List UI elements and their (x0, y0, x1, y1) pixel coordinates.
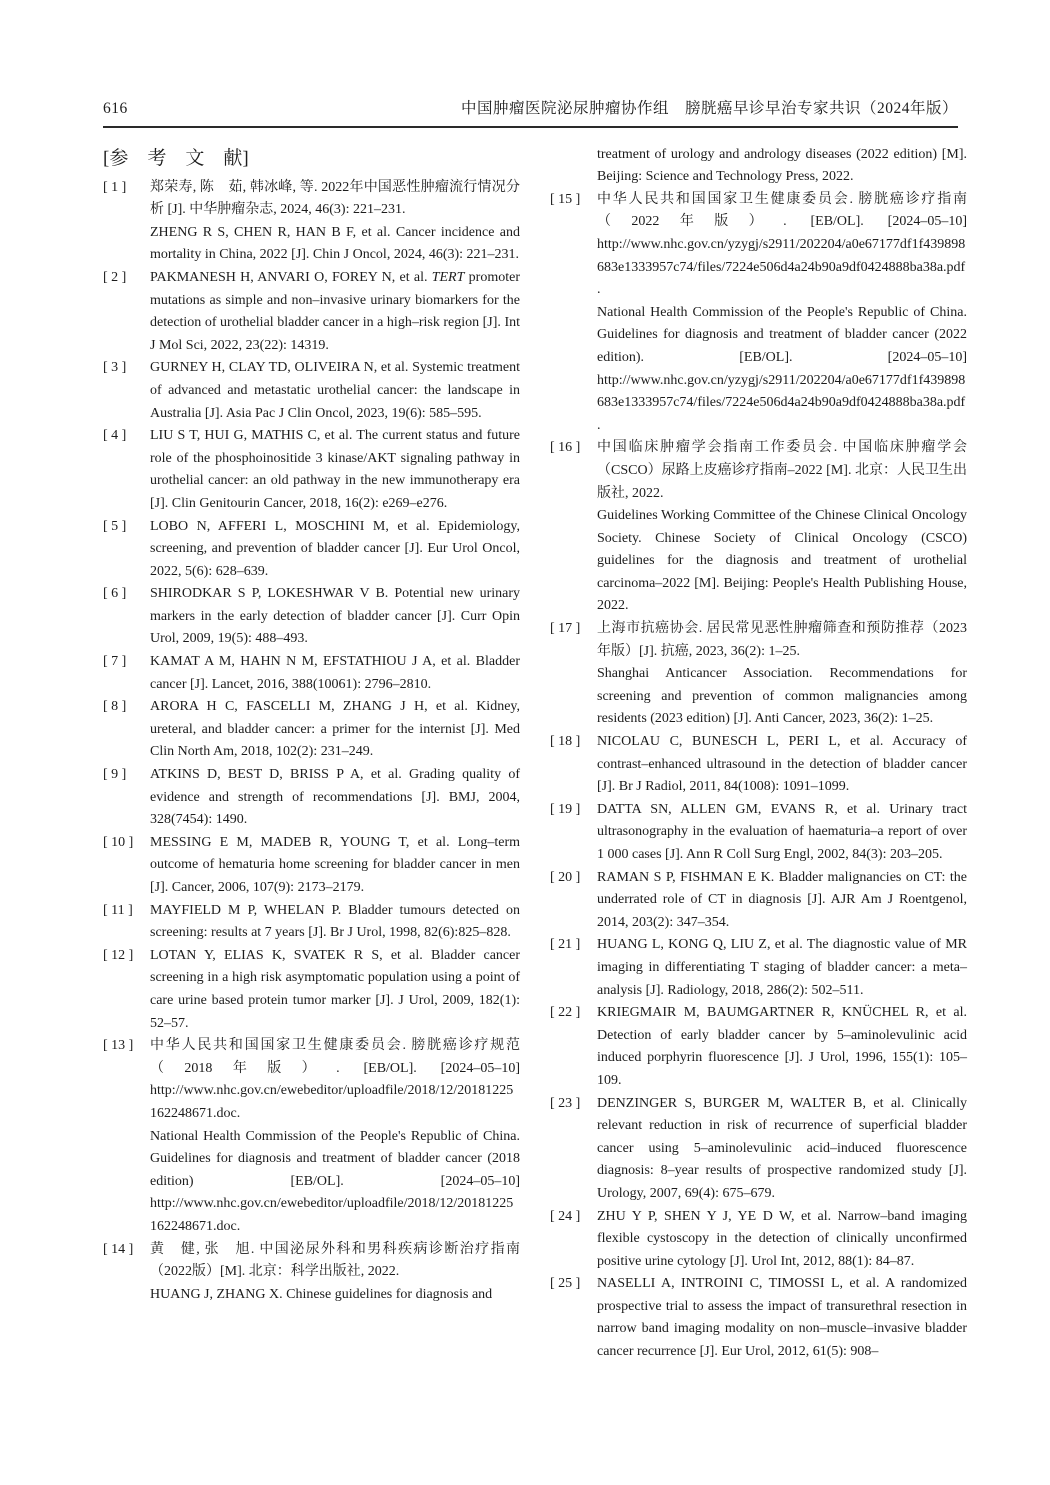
reference-item (103, 267, 520, 357)
reference-text: DATTA SN, ALLEN GM, EVANS R, et al. Urinary tract ultrasonography in the evaluation of haematuria–a report of over 1 000 cases [J]. Ann R Coll Surg Engl, 2002, 84(3): 203–205. (597, 801, 967, 862)
reference-body (597, 144, 967, 189)
references-columns (103, 144, 967, 1364)
reference-number: [ 24 ] (550, 1208, 581, 1224)
reference-item (103, 945, 520, 1035)
reference-body (597, 618, 967, 731)
reference-body (150, 1035, 520, 1238)
reference-number: [ 13 ] (103, 1038, 134, 1054)
reference-body (150, 267, 520, 357)
reference-item (550, 144, 967, 189)
reference-number: [ 4 ] (103, 428, 127, 444)
reference-body (150, 945, 520, 1035)
reference-text: LIU S T, HUI G, MATHIS C, et al. The current status and future role of the phosphoinositide 3 kinase/AKT signaling pathway in urothelial cancer: an old pathway in the new immunotherapy era [J]. Clin Genitourin Cancer, 2018, 16(2): e269–e276. (150, 428, 520, 511)
reference-body (150, 764, 520, 832)
reference-body (597, 1273, 967, 1363)
reference-text: ZHENG R S, CHEN R, HAN B F, et al. Cancer incidence and mortality in China, 2022 [J]. Chin J Oncol, 2024, 46(3): 221–231. (150, 224, 520, 263)
reference-text: HUANG J, ZHANG X. Chinese guidelines for diagnosis and (150, 1286, 493, 1302)
reference-text: NICOLAU C, BUNESCH L, PERI L, et al. Accuracy of contrast–enhanced ultrasound in the detection of bladder cancer [J]. Br J Radiol, 2011, 84(1008): 1091–1099. (597, 734, 967, 795)
page-header (103, 100, 958, 128)
reference-text: 中华人民共和国国家卫生健康委员会. 膀胱癌诊疗规范（2018年版）. [EB/OL]. [2024–05–10] http://www.nhc.gov.cn/ewebeditor/uploadfile/2018/12/20181225162248671.doc. (150, 1038, 520, 1121)
reference-item (103, 177, 520, 267)
reference-text: 黄 健, 张 旭. 中国泌尿外科和男科疾病诊断治疗指南（2022版）[M]. 北京：科学出版社, 2022. (150, 1241, 520, 1280)
reference-text: HUANG L, KONG Q, LIU Z, et al. The diagnostic value of MR imaging in differentiating T staging of bladder cancer: a meta–analysis [J]. Radiology, 2018, 286(2): 502–511. (597, 937, 967, 998)
reference-text: 中国临床肿瘤学会指南工作委员会. 中国临床肿瘤学会（CSCO）尿路上皮癌诊疗指南–2022 [M]. 北京：人民卫生出版社, 2022. (597, 440, 967, 501)
reference-item (550, 731, 967, 799)
reference-number: [ 18 ] (550, 734, 581, 750)
reference-item (103, 900, 520, 945)
reference-body (597, 189, 967, 438)
reference-item (103, 583, 520, 651)
reference-body (150, 900, 520, 945)
reference-text: KAMAT A M, HAHN N M, EFSTATHIOU J A, et al. Bladder cancer [J]. Lancet, 2016, 388(10061): 2796–2810. (150, 654, 520, 692)
reference-text: RAMAN S P, FISHMAN E K. Bladder malignancies on CT: the underrated role of CT in diagnosis [J]. AJR Am J Roentgenol, 2014, 203(2): 347–354. (597, 869, 967, 930)
reference-text: ARORA H C, FASCELLI M, ZHANG J H, et al. Kidney, ureteral, and bladder cancer: a primer for the internist [J]. Med Clin North Am, 2018, 102(2): 231–249. (150, 699, 520, 760)
reference-number: [ 12 ] (103, 947, 134, 963)
reference-text: ATKINS D, BEST D, BRISS P A, et al. Grading quality of evidence and strength of recommendations [J]. BMJ, 2004, 328(7454): 1490. (150, 767, 520, 828)
reference-item (103, 357, 520, 425)
reference-item (550, 1206, 967, 1274)
reference-body (150, 516, 520, 584)
reference-number: [ 2 ] (103, 269, 127, 285)
references-section-title: [参 考 文 献] (103, 147, 249, 169)
reference-item (550, 437, 967, 618)
reference-text: LOTAN Y, ELIAS K, SVATEK R S, et al. Bladder cancer screening in a high risk asymptomatic population using a point of care urine based protein tumor marker [J]. J Urol, 2009, 182(1): 52–57. (150, 947, 520, 1031)
reference-number: [ 20 ] (550, 869, 581, 885)
reference-body (150, 651, 520, 696)
reference-item (550, 189, 967, 438)
reference-number: [ 14 ] (103, 1241, 134, 1257)
reference-number: [ 16 ] (550, 440, 581, 456)
reference-text: SHIRODKAR S P, LOKESHWAR V B. Potential new urinary markers in the early detection of bladder cancer [J]. Curr Opin Urol, 2009, 19(5): 488–493. (150, 586, 520, 647)
reference-text: PAKMANESH H, ANVARI O, FOREY N, et al. TERT promoter mutations as simple and non–invasive urinary biomarkers for the detection of urothelial bladder cancer in a high–risk region [J]. Int J Mol Sci, 2022, 23(22): 14319. (150, 269, 520, 353)
reference-body (150, 425, 520, 515)
reference-body (597, 1206, 967, 1274)
reference-number: [ 11 ] (103, 902, 133, 918)
reference-item (550, 1002, 967, 1092)
reference-body (150, 832, 520, 900)
reference-body (150, 696, 520, 764)
reference-text: National Health Commission of the People's Republic of China. Guidelines for diagnosis and treatment of bladder cancer (2018 edition) [EB/OL]. [2024–05–10] http://www.nhc.gov.cn/ewebeditor/uploadfile/2018/12/20181225162248671.doc. (150, 1128, 520, 1234)
reference-number: [ 19 ] (550, 801, 581, 817)
reference-item (103, 651, 520, 696)
reference-number: [ 15 ] (550, 191, 581, 207)
references-right-column (550, 144, 967, 1364)
reference-body (597, 1093, 967, 1206)
reference-number: [ 9 ] (103, 767, 127, 783)
reference-item (103, 1239, 520, 1307)
reference-body (597, 867, 967, 935)
reference-text: treatment of urology and andrology diseases (2022 edition) [M]. Beijing: Science and Technology Press, 2022. (597, 146, 967, 185)
reference-item (103, 832, 520, 900)
reference-item (550, 934, 967, 1002)
references-left-column (103, 144, 520, 1364)
reference-item (103, 516, 520, 584)
reference-number: [ 23 ] (550, 1095, 581, 1111)
reference-text: ZHU Y P, SHEN Y J, YE D W, et al. Narrow–band imaging flexible cystoscopy in the detection of clinically unconfirmed positive urine cytology [J]. Urol Int, 2012, 88(1): 84–87. (597, 1208, 967, 1269)
reference-number: [ 8 ] (103, 699, 127, 715)
reference-text: KRIEGMAIR M, BAUMGARTNER R, KNÜCHEL R, et al. Detection of early bladder cancer by 5–aminolevulinic acid induced porphyrin fluorescence [J]. J Urol, 1996, 155(1): 105–109. (597, 1005, 967, 1088)
reference-number: [ 22 ] (550, 1005, 581, 1021)
reference-number: [ 17 ] (550, 621, 581, 637)
reference-number: [ 3 ] (103, 360, 127, 376)
reference-body (597, 934, 967, 1002)
reference-number: [ 6 ] (103, 586, 127, 602)
reference-item (103, 1035, 520, 1238)
reference-body (150, 357, 520, 425)
running-title: 中国肿瘤医院泌尿肿瘤协作组 膀胱癌早诊早治专家共识（2024年版） (460, 100, 958, 117)
left-column-reference-list (103, 177, 520, 1307)
reference-text: LOBO N, AFFERI L, MOSCHINI M, et al. Epidemiology, screening, and prevention of bladder cancer [J]. Eur Urol Oncol, 2022, 5(6): 628–639. (150, 518, 520, 579)
reference-body (597, 1002, 967, 1092)
reference-text: National Health Commission of the People's Republic of China. Guidelines for diagnosis and treatment of bladder cancer (2022 edition). [EB/OL]. [2024–05–10] http://www.nhc.gov.cn/yzygj/s2911/202204/a0e67177df1f439898683e1333957c74/files/7224e506d4a24b90a9df0424888ba38a.pdf. (597, 304, 967, 433)
reference-item (550, 799, 967, 867)
reference-number: [ 10 ] (103, 834, 134, 850)
reference-item (550, 618, 967, 731)
reference-number: [ 1 ] (103, 179, 127, 195)
reference-text: MAYFIELD M P, WHELAN P. Bladder tumours detected on screening: results at 7 years [J]. Br J Urol, 1998, 82(6):825–828. (150, 902, 520, 941)
reference-body (597, 731, 967, 799)
reference-text: MESSING E M, MADEB R, YOUNG T, et al. Long–term outcome of hematuria home screening for bladder cancer in men [J]. Cancer, 2006, 107(9): 2173–2179. (150, 834, 520, 895)
reference-text: 上海市抗癌协会. 居民常见恶性肿瘤筛查和预防推荐（2023年版）[J]. 抗癌, 2023, 36(2): 1–25. (597, 621, 967, 659)
reference-body (150, 583, 520, 651)
reference-text: Guidelines Working Committee of the Chinese Clinical Oncology Society. Chinese Society of Clinical Oncology (CSCO) guidelines for the diagnosis and treatment of urothelial carcinoma–2022 [M]. Beijing: People's Health Publishing House, 2022. (597, 508, 967, 614)
reference-text: 郑荣寿, 陈 茹, 韩冰峰, 等. 2022年中国恶性肿瘤流行情况分析 [J]. 中华肿瘤杂志, 2024, 46(3): 221–231. (150, 179, 520, 218)
page-number: 616 (103, 100, 128, 117)
reference-number (550, 144, 597, 189)
reference-number: [ 21 ] (550, 937, 581, 953)
reference-body (150, 1239, 520, 1307)
reference-item (103, 696, 520, 764)
reference-item (103, 764, 520, 832)
reference-text: Shanghai Anticancer Association. Recommendations for screening and prevention of common malignancies among residents (2023 edition) [J]. Anti Cancer, 2023, 36(2): 1–25. (597, 666, 967, 727)
reference-body (597, 799, 967, 867)
reference-text: 中华人民共和国国家卫生健康委员会. 膀胱癌诊疗指南（2022年版）. [EB/OL]. [2024–05–10] http://www.nhc.gov.cn/yzygj/s2911/202204/a0e67177df1f439898683e1333957c74/files/7224e506d4a24b90a9df0424888ba38a.pdf. (597, 191, 967, 298)
reference-body (597, 437, 967, 618)
reference-number: [ 25 ] (550, 1276, 581, 1292)
reference-item (550, 1093, 967, 1206)
reference-text: GURNEY H, CLAY TD, OLIVEIRA N, et al. Systemic treatment of advanced and metastatic urothelial cancer: the landscape in Australia [J]. Asia Pac J Clin Oncol, 2023, 19(6): 585–595. (150, 360, 520, 421)
reference-item (550, 867, 967, 935)
reference-item (103, 425, 520, 515)
reference-body (150, 177, 520, 267)
reference-number: [ 5 ] (103, 518, 127, 534)
reference-text: DENZINGER S, BURGER M, WALTER B, et al. Clinically relevant reduction in risk of recurrence of superficial bladder cancer using 5–aminolevulinic acid–induced fluorescence diagnosis: 8–year results of prospective randomized study [J]. Urology, 2007, 69(4): 675–679. (597, 1095, 967, 1201)
reference-number: [ 7 ] (103, 654, 127, 670)
reference-item (550, 1273, 967, 1363)
reference-text: NASELLI A, INTROINI C, TIMOSSI L, et al. A randomized prospective trial to assess the impact of transurethral resection in narrow band imaging modality on non–muscle–invasive bladder cancer recurrence [J]. Eur Urol, 2012, 61(5): 908– (597, 1276, 967, 1360)
